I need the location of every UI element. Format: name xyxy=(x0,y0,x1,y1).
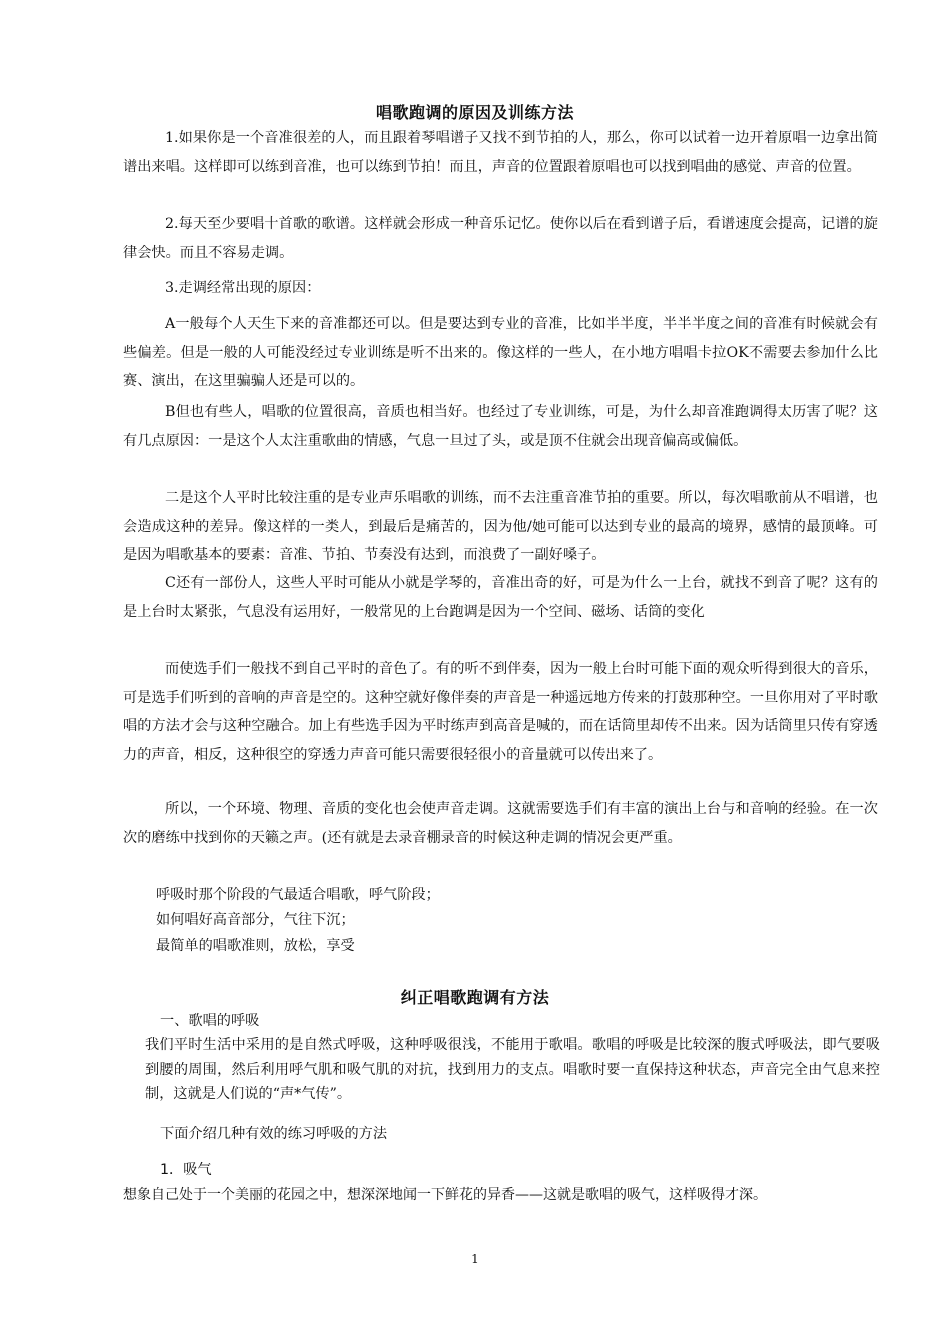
method-body-inhale: 想象自己处于一个美丽的花园之中，想深深地闻一下鲜花的异香——这就是歌唱的吸气，这样吸得才深。 xyxy=(123,1187,767,1203)
section-heading-breathing: 一、歌唱的呼吸 xyxy=(160,1013,260,1029)
intro-methods: 下面介绍几种有效的练习呼吸的方法 xyxy=(160,1126,388,1142)
section-body-breathing: 我们平时生活中采用的是自然式呼吸，这种呼吸很浅，不能用于歌唱。歌唱的呼吸是比较深的腹式呼吸法，即气要吸到腰的周围，然后利用呼气肌和吸气肌的对抗，找到用力的支点。唱歌时要一直保持这种状态，声音完全由气息来控制，这就是人们说的“声*气传”。 xyxy=(145,1037,880,1102)
paragraph-7: C还有一部份人，这些人平时可能从小就是学琴的，音准出奇的好，可是为什么一上台，就找不到音了呢？这有的是上台时太紧张，气息没有运用好，一般常见的上台跑调是因为一个空间、磁场、话筒的变化 xyxy=(123,575,878,620)
paragraph-5: B但也有些人，唱歌的位置很高，音质也相当好。也经过了专业训练，可是，为什么却音准跑调得太历害了呢？这有几点原因：一是这个人太注重歌曲的情感，气息一旦过了头，或是顶不住就会出现音偏高或偏低。 xyxy=(123,404,878,449)
tip-line-1: 呼吸时那个阶段的气最适合唱歌，呼气阶段； xyxy=(156,887,440,903)
method-heading-inhale: 1．吸气 xyxy=(160,1162,212,1178)
paragraph-2: 2.每天至少要唱十首歌的歌谱。这样就会形成一种音乐记忆。使你以后在看到谱子后，看谱速度会提高，记谱的旋律会快。而且不容易走调。 xyxy=(123,216,878,261)
section-title: 纠正唱歌跑调有方法 xyxy=(400,988,550,1007)
page-number: 1 xyxy=(471,1252,479,1266)
paragraph-4: A一般每个人天生下来的音准都还可以。但是要达到专业的音准，比如半半度，半半半度之间的音准有时候就会有些偏差。但是一般的人可能没经过专业训练是听不出来的。像这样的一些人，在小地方唱唱卡拉OK不需要去参加什么比赛、演出，在这里骗骗人还是可以的。 xyxy=(123,316,878,389)
paragraph-9: 所以，一个环境、物理、音质的变化也会使声音走调。这就需要选手们有丰富的演出上台与和音响的经验。在一次次的磨练中找到你的天籁之声。(还有就是去录音棚录音的时候这种走调的情况会更严重。 xyxy=(123,801,878,846)
tip-line-3: 最简单的唱歌准则，放松，享受 xyxy=(156,938,355,954)
paragraph-8: 而使选手们一般找不到自己平时的音色了。有的听不到伴奏，因为一般上台时可能下面的观众听得到很大的音乐，可是选手们听到的音响的声音是空的。这种空就好像伴奏的声音是一种遥远地方传来的打鼓那种空。一旦你用对了平时歌唱的方法才会与这种空融合。加上有些选手因为平时练声到高音是喊的，而在话筒里却传不出来。因为话筒里只传有穿透力的声音，相反，这种很空的穿透力声音可能只需要很轻很小的音量就可以传出来了。 xyxy=(123,661,878,763)
paragraph-6: 二是这个人平时比较注重的是专业声乐唱歌的训练，而不去注重音准节拍的重要。所以，每次唱歌前从不唱谱，也会造成这种的差异。像这样的一类人，到最后是痛苦的，因为他/她可能可以达到专业的最高的境界，感情的最顶峰。可是因为唱歌基本的要素：音准、节拍、节奏没有达到，而浪费了一副好嗓子。 xyxy=(123,490,878,563)
document-title: 唱歌跑调的原因及训练方法 xyxy=(375,103,574,122)
paragraph-3: 3.走调经常出现的原因： xyxy=(165,280,321,296)
paragraph-1: 1.如果你是一个音准很差的人，而且跟着琴唱谱子又找不到节拍的人，那么，你可以试着一边开着原唱一边拿出简谱出来唱。这样即可以练到音准，也可以练到节拍！而且，声音的位置跟着原唱也可以找到唱曲的感觉、声音的位置。 xyxy=(123,130,878,175)
tip-line-2: 如何唱好高音部分，气往下沉； xyxy=(156,912,355,928)
